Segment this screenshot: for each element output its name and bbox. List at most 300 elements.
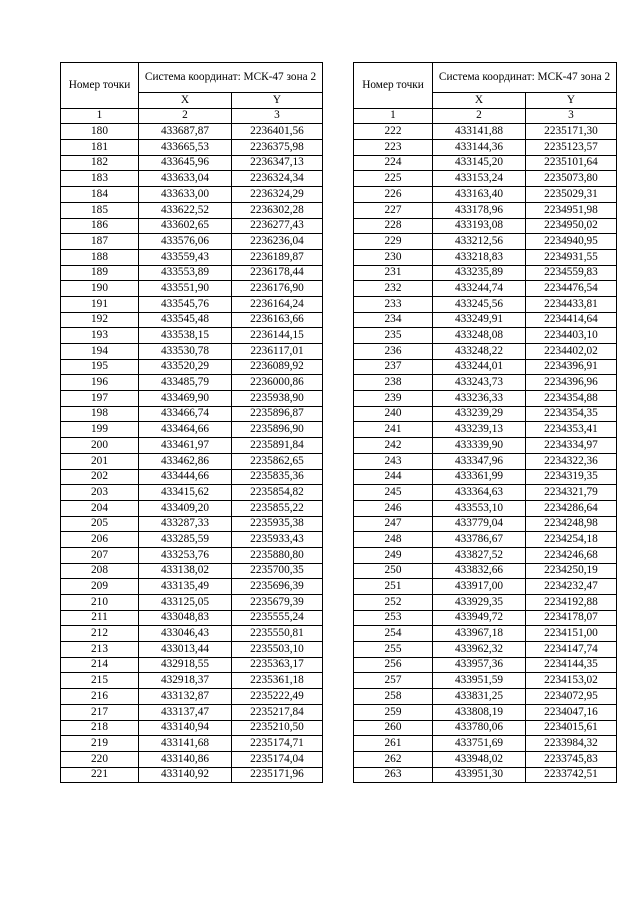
table-row bbox=[61, 281, 323, 297]
point-number-cell: 216 bbox=[61, 689, 139, 705]
point-number-cell: 240 bbox=[354, 406, 433, 422]
y-coordinate-cell: 2235171,30 bbox=[526, 124, 617, 140]
table-row bbox=[354, 579, 617, 595]
y-coordinate-cell: 2236375,98 bbox=[232, 140, 323, 156]
y-coordinate-cell: 2236302,28 bbox=[232, 202, 323, 218]
x-coordinate-cell: 433235,89 bbox=[433, 265, 526, 281]
y-coordinate-cell: 2236401,56 bbox=[232, 124, 323, 140]
y-coordinate-cell: 2236163,66 bbox=[232, 312, 323, 328]
y-coordinate-cell: 2235210,50 bbox=[232, 720, 323, 736]
table-row bbox=[61, 265, 323, 281]
point-number-cell: 218 bbox=[61, 720, 139, 736]
y-coordinate-cell: 2236164,24 bbox=[232, 296, 323, 312]
x-coordinate-cell: 433141,68 bbox=[139, 736, 232, 752]
table-row bbox=[354, 453, 617, 469]
y-coordinate-cell: 2234147,74 bbox=[526, 642, 617, 658]
x-coordinate-cell: 433951,30 bbox=[433, 767, 526, 783]
x-coordinate-cell: 433236,33 bbox=[433, 391, 526, 407]
y-coordinate-cell: 2235029,31 bbox=[526, 187, 617, 203]
point-number-cell: 254 bbox=[354, 626, 433, 642]
x-coordinate-cell: 433602,65 bbox=[139, 218, 232, 234]
table-row bbox=[61, 642, 323, 658]
y-coordinate-cell: 2234144,35 bbox=[526, 657, 617, 673]
x-coordinate-cell: 433244,74 bbox=[433, 281, 526, 297]
y-coordinate-cell: 2235679,39 bbox=[232, 595, 323, 611]
x-coordinate-cell: 433553,10 bbox=[433, 500, 526, 516]
table-row bbox=[61, 140, 323, 156]
x-coordinate-cell: 433153,24 bbox=[433, 171, 526, 187]
table-row bbox=[354, 359, 617, 375]
point-number-cell: 191 bbox=[61, 296, 139, 312]
x-coordinate-cell: 433832,66 bbox=[433, 563, 526, 579]
header-x: X bbox=[139, 93, 232, 109]
column-index-1: 1 bbox=[354, 108, 433, 124]
x-coordinate-cell: 433751,69 bbox=[433, 736, 526, 752]
column-index-1: 1 bbox=[61, 108, 139, 124]
y-coordinate-cell: 2234319,35 bbox=[526, 469, 617, 485]
x-coordinate-cell: 433415,62 bbox=[139, 485, 232, 501]
y-coordinate-cell: 2234396,91 bbox=[526, 359, 617, 375]
table-row bbox=[354, 171, 617, 187]
y-coordinate-cell: 2234322,36 bbox=[526, 453, 617, 469]
table-row bbox=[354, 265, 617, 281]
point-number-cell: 236 bbox=[354, 344, 433, 360]
table-row bbox=[61, 751, 323, 767]
point-number-cell: 259 bbox=[354, 704, 433, 720]
y-coordinate-cell: 2234403,10 bbox=[526, 328, 617, 344]
x-coordinate-cell: 433576,06 bbox=[139, 234, 232, 250]
y-coordinate-cell: 2235835,36 bbox=[232, 469, 323, 485]
point-number-cell: 215 bbox=[61, 673, 139, 689]
point-number-cell: 244 bbox=[354, 469, 433, 485]
x-coordinate-cell: 433178,96 bbox=[433, 202, 526, 218]
x-coordinate-cell: 433645,96 bbox=[139, 155, 232, 171]
y-coordinate-cell: 2235896,90 bbox=[232, 422, 323, 438]
point-number-cell: 223 bbox=[354, 140, 433, 156]
header-coord-system: Система координат: МСК-47 зона 2 bbox=[139, 63, 323, 93]
table-row bbox=[61, 344, 323, 360]
point-number-cell: 228 bbox=[354, 218, 433, 234]
point-number-cell: 260 bbox=[354, 720, 433, 736]
table-row bbox=[61, 704, 323, 720]
x-coordinate-cell: 433687,87 bbox=[139, 124, 232, 140]
y-coordinate-cell: 2235550,81 bbox=[232, 626, 323, 642]
table-row bbox=[354, 218, 617, 234]
point-number-cell: 258 bbox=[354, 689, 433, 705]
point-number-cell: 233 bbox=[354, 296, 433, 312]
table-row bbox=[61, 438, 323, 454]
x-coordinate-cell: 433466,74 bbox=[139, 406, 232, 422]
x-coordinate-cell: 433545,76 bbox=[139, 296, 232, 312]
point-number-cell: 199 bbox=[61, 422, 139, 438]
table-row bbox=[354, 202, 617, 218]
table-row bbox=[61, 328, 323, 344]
point-number-cell: 247 bbox=[354, 516, 433, 532]
y-coordinate-cell: 2234354,35 bbox=[526, 406, 617, 422]
point-number-cell: 256 bbox=[354, 657, 433, 673]
y-coordinate-cell: 2235862,65 bbox=[232, 453, 323, 469]
x-coordinate-cell: 433665,53 bbox=[139, 140, 232, 156]
x-coordinate-cell: 433249,91 bbox=[433, 312, 526, 328]
point-number-cell: 242 bbox=[354, 438, 433, 454]
x-coordinate-cell: 433239,13 bbox=[433, 422, 526, 438]
y-coordinate-cell: 2234414,64 bbox=[526, 312, 617, 328]
x-coordinate-cell: 433253,76 bbox=[139, 547, 232, 563]
table-row bbox=[61, 500, 323, 516]
table-row bbox=[61, 469, 323, 485]
x-coordinate-cell: 433212,56 bbox=[433, 234, 526, 250]
y-coordinate-cell: 2234286,64 bbox=[526, 500, 617, 516]
table-row bbox=[61, 516, 323, 532]
table-row bbox=[61, 312, 323, 328]
point-number-cell: 246 bbox=[354, 500, 433, 516]
point-number-cell: 237 bbox=[354, 359, 433, 375]
x-coordinate-cell: 433827,52 bbox=[433, 547, 526, 563]
table-row bbox=[61, 453, 323, 469]
header-y: Y bbox=[526, 93, 617, 109]
point-number-cell: 249 bbox=[354, 547, 433, 563]
table-row bbox=[61, 595, 323, 611]
point-number-cell: 204 bbox=[61, 500, 139, 516]
point-number-cell: 253 bbox=[354, 610, 433, 626]
x-coordinate-cell: 433285,59 bbox=[139, 532, 232, 548]
y-coordinate-cell: 2236236,04 bbox=[232, 234, 323, 250]
y-coordinate-cell: 2235696,39 bbox=[232, 579, 323, 595]
point-number-cell: 219 bbox=[61, 736, 139, 752]
y-coordinate-cell: 2235938,90 bbox=[232, 391, 323, 407]
point-number-cell: 262 bbox=[354, 751, 433, 767]
x-coordinate-cell: 433520,29 bbox=[139, 359, 232, 375]
table-row bbox=[61, 736, 323, 752]
point-number-cell: 193 bbox=[61, 328, 139, 344]
x-coordinate-cell: 433347,96 bbox=[433, 453, 526, 469]
point-number-cell: 214 bbox=[61, 657, 139, 673]
table-row bbox=[61, 234, 323, 250]
table-row bbox=[354, 626, 617, 642]
table-row bbox=[354, 751, 617, 767]
x-coordinate-cell: 433218,83 bbox=[433, 249, 526, 265]
x-coordinate-cell: 433140,92 bbox=[139, 767, 232, 783]
y-coordinate-cell: 2236144,15 bbox=[232, 328, 323, 344]
y-coordinate-cell: 2236089,92 bbox=[232, 359, 323, 375]
point-number-cell: 241 bbox=[354, 422, 433, 438]
y-coordinate-cell: 2234334,97 bbox=[526, 438, 617, 454]
table-row bbox=[354, 391, 617, 407]
coordinates-table-right bbox=[353, 62, 617, 783]
x-coordinate-cell: 433545,48 bbox=[139, 312, 232, 328]
y-coordinate-cell: 2235854,82 bbox=[232, 485, 323, 501]
table-row bbox=[354, 422, 617, 438]
x-coordinate-cell: 433786,67 bbox=[433, 532, 526, 548]
y-coordinate-cell: 2235217,84 bbox=[232, 704, 323, 720]
y-coordinate-cell: 2236324,29 bbox=[232, 187, 323, 203]
x-coordinate-cell: 433364,63 bbox=[433, 485, 526, 501]
point-number-cell: 232 bbox=[354, 281, 433, 297]
y-coordinate-cell: 2235933,43 bbox=[232, 532, 323, 548]
table-row bbox=[61, 657, 323, 673]
x-coordinate-cell: 433780,06 bbox=[433, 720, 526, 736]
x-coordinate-cell: 433444,66 bbox=[139, 469, 232, 485]
y-coordinate-cell: 2235363,17 bbox=[232, 657, 323, 673]
point-number-cell: 225 bbox=[354, 171, 433, 187]
table-row bbox=[354, 438, 617, 454]
point-number-cell: 203 bbox=[61, 485, 139, 501]
table-row bbox=[354, 312, 617, 328]
table-row bbox=[61, 579, 323, 595]
x-coordinate-cell: 432918,37 bbox=[139, 673, 232, 689]
point-number-cell: 182 bbox=[61, 155, 139, 171]
point-number-cell: 210 bbox=[61, 595, 139, 611]
x-coordinate-cell: 433339,90 bbox=[433, 438, 526, 454]
point-number-cell: 263 bbox=[354, 767, 433, 783]
table-row bbox=[354, 547, 617, 563]
x-coordinate-cell: 433248,08 bbox=[433, 328, 526, 344]
point-number-cell: 201 bbox=[61, 453, 139, 469]
x-coordinate-cell: 433622,52 bbox=[139, 202, 232, 218]
table-row bbox=[354, 155, 617, 171]
x-coordinate-cell: 433633,00 bbox=[139, 187, 232, 203]
table-row bbox=[354, 124, 617, 140]
point-number-cell: 212 bbox=[61, 626, 139, 642]
y-coordinate-cell: 2235700,35 bbox=[232, 563, 323, 579]
column-index-2: 2 bbox=[433, 108, 526, 124]
y-coordinate-cell: 2233984,32 bbox=[526, 736, 617, 752]
x-coordinate-cell: 433141,88 bbox=[433, 124, 526, 140]
table-row bbox=[354, 736, 617, 752]
point-number-cell: 186 bbox=[61, 218, 139, 234]
point-number-cell: 221 bbox=[61, 767, 139, 783]
x-coordinate-cell: 433485,79 bbox=[139, 375, 232, 391]
y-coordinate-cell: 2236277,43 bbox=[232, 218, 323, 234]
y-coordinate-cell: 2233742,51 bbox=[526, 767, 617, 783]
header-point-number: Номер точки bbox=[354, 63, 433, 109]
table-row bbox=[61, 155, 323, 171]
y-coordinate-cell: 2234559,83 bbox=[526, 265, 617, 281]
y-coordinate-cell: 2234015,61 bbox=[526, 720, 617, 736]
point-number-cell: 226 bbox=[354, 187, 433, 203]
y-coordinate-cell: 2235101,64 bbox=[526, 155, 617, 171]
table-row bbox=[61, 391, 323, 407]
y-coordinate-cell: 2236189,87 bbox=[232, 249, 323, 265]
table-row bbox=[354, 187, 617, 203]
x-coordinate-cell: 433287,33 bbox=[139, 516, 232, 532]
y-coordinate-cell: 2233745,83 bbox=[526, 751, 617, 767]
y-coordinate-cell: 2235222,49 bbox=[232, 689, 323, 705]
coordinates-table-left bbox=[60, 62, 323, 783]
x-coordinate-cell: 433144,36 bbox=[433, 140, 526, 156]
x-coordinate-cell: 433967,18 bbox=[433, 626, 526, 642]
x-coordinate-cell: 433461,97 bbox=[139, 438, 232, 454]
point-number-cell: 187 bbox=[61, 234, 139, 250]
point-number-cell: 235 bbox=[354, 328, 433, 344]
x-coordinate-cell: 433779,04 bbox=[433, 516, 526, 532]
table-row bbox=[61, 296, 323, 312]
x-coordinate-cell: 433140,94 bbox=[139, 720, 232, 736]
x-coordinate-cell: 433013,44 bbox=[139, 642, 232, 658]
table-row bbox=[61, 187, 323, 203]
x-coordinate-cell: 433137,47 bbox=[139, 704, 232, 720]
y-coordinate-cell: 2234254,18 bbox=[526, 532, 617, 548]
y-coordinate-cell: 2234151,00 bbox=[526, 626, 617, 642]
table-row bbox=[354, 642, 617, 658]
x-coordinate-cell: 433132,87 bbox=[139, 689, 232, 705]
x-coordinate-cell: 433163,40 bbox=[433, 187, 526, 203]
table-row bbox=[354, 657, 617, 673]
y-coordinate-cell: 2235503,10 bbox=[232, 642, 323, 658]
table-row bbox=[354, 673, 617, 689]
point-number-cell: 243 bbox=[354, 453, 433, 469]
table-row bbox=[354, 689, 617, 705]
x-coordinate-cell: 433957,36 bbox=[433, 657, 526, 673]
y-coordinate-cell: 2234321,79 bbox=[526, 485, 617, 501]
table-row bbox=[354, 375, 617, 391]
point-number-cell: 205 bbox=[61, 516, 139, 532]
x-coordinate-cell: 433138,02 bbox=[139, 563, 232, 579]
point-number-cell: 222 bbox=[354, 124, 433, 140]
y-coordinate-cell: 2235891,84 bbox=[232, 438, 323, 454]
column-index-3: 3 bbox=[232, 108, 323, 124]
point-number-cell: 217 bbox=[61, 704, 139, 720]
x-coordinate-cell: 433949,72 bbox=[433, 610, 526, 626]
point-number-cell: 180 bbox=[61, 124, 139, 140]
table-row bbox=[61, 249, 323, 265]
x-coordinate-cell: 433239,29 bbox=[433, 406, 526, 422]
y-coordinate-cell: 2235361,18 bbox=[232, 673, 323, 689]
table-row bbox=[354, 500, 617, 516]
y-coordinate-cell: 2236347,13 bbox=[232, 155, 323, 171]
table-row bbox=[354, 720, 617, 736]
x-coordinate-cell: 433962,32 bbox=[433, 642, 526, 658]
table-row bbox=[61, 673, 323, 689]
y-coordinate-cell: 2235171,96 bbox=[232, 767, 323, 783]
y-coordinate-cell: 2234192,88 bbox=[526, 595, 617, 611]
y-coordinate-cell: 2235880,80 bbox=[232, 547, 323, 563]
point-number-cell: 208 bbox=[61, 563, 139, 579]
x-coordinate-cell: 433462,86 bbox=[139, 453, 232, 469]
y-coordinate-cell: 2235935,38 bbox=[232, 516, 323, 532]
point-number-cell: 206 bbox=[61, 532, 139, 548]
table-row bbox=[354, 296, 617, 312]
table-row bbox=[61, 563, 323, 579]
y-coordinate-cell: 2235555,24 bbox=[232, 610, 323, 626]
y-coordinate-cell: 2234931,55 bbox=[526, 249, 617, 265]
table-row bbox=[61, 406, 323, 422]
table-row bbox=[354, 140, 617, 156]
y-coordinate-cell: 2236117,01 bbox=[232, 344, 323, 360]
table-row bbox=[354, 767, 617, 783]
table-row bbox=[354, 249, 617, 265]
y-coordinate-cell: 2236176,90 bbox=[232, 281, 323, 297]
y-coordinate-cell: 2234951,98 bbox=[526, 202, 617, 218]
point-number-cell: 194 bbox=[61, 344, 139, 360]
y-coordinate-cell: 2236324,34 bbox=[232, 171, 323, 187]
point-number-cell: 213 bbox=[61, 642, 139, 658]
point-number-cell: 234 bbox=[354, 312, 433, 328]
y-coordinate-cell: 2235174,71 bbox=[232, 736, 323, 752]
y-coordinate-cell: 2234354,88 bbox=[526, 391, 617, 407]
y-coordinate-cell: 2234246,68 bbox=[526, 547, 617, 563]
x-coordinate-cell: 433140,86 bbox=[139, 751, 232, 767]
point-number-cell: 190 bbox=[61, 281, 139, 297]
y-coordinate-cell: 2235073,80 bbox=[526, 171, 617, 187]
x-coordinate-cell: 433409,20 bbox=[139, 500, 232, 516]
table-row bbox=[61, 422, 323, 438]
y-coordinate-cell: 2234250,19 bbox=[526, 563, 617, 579]
y-coordinate-cell: 2234353,41 bbox=[526, 422, 617, 438]
point-number-cell: 188 bbox=[61, 249, 139, 265]
header-point-number: Номер точки bbox=[61, 63, 139, 109]
table-row bbox=[354, 406, 617, 422]
table-row bbox=[354, 595, 617, 611]
point-number-cell: 197 bbox=[61, 391, 139, 407]
point-number-cell: 252 bbox=[354, 595, 433, 611]
point-number-cell: 248 bbox=[354, 532, 433, 548]
y-coordinate-cell: 2235855,22 bbox=[232, 500, 323, 516]
point-number-cell: 245 bbox=[354, 485, 433, 501]
x-coordinate-cell: 433538,15 bbox=[139, 328, 232, 344]
x-coordinate-cell: 433193,08 bbox=[433, 218, 526, 234]
table-row bbox=[61, 218, 323, 234]
table-row bbox=[61, 547, 323, 563]
point-number-cell: 209 bbox=[61, 579, 139, 595]
table-row bbox=[354, 281, 617, 297]
x-coordinate-cell: 433125,05 bbox=[139, 595, 232, 611]
x-coordinate-cell: 433361,99 bbox=[433, 469, 526, 485]
table-row bbox=[354, 469, 617, 485]
column-index-3: 3 bbox=[526, 108, 617, 124]
table-row bbox=[354, 328, 617, 344]
column-index-2: 2 bbox=[139, 108, 232, 124]
x-coordinate-cell: 433243,73 bbox=[433, 375, 526, 391]
x-coordinate-cell: 433948,02 bbox=[433, 751, 526, 767]
table-row bbox=[61, 124, 323, 140]
y-coordinate-cell: 2234940,95 bbox=[526, 234, 617, 250]
point-number-cell: 183 bbox=[61, 171, 139, 187]
y-coordinate-cell: 2235123,57 bbox=[526, 140, 617, 156]
point-number-cell: 207 bbox=[61, 547, 139, 563]
point-number-cell: 195 bbox=[61, 359, 139, 375]
y-coordinate-cell: 2234248,98 bbox=[526, 516, 617, 532]
point-number-cell: 257 bbox=[354, 673, 433, 689]
x-coordinate-cell: 433046,43 bbox=[139, 626, 232, 642]
point-number-cell: 189 bbox=[61, 265, 139, 281]
header-x: X bbox=[433, 93, 526, 109]
point-number-cell: 196 bbox=[61, 375, 139, 391]
table-row bbox=[61, 720, 323, 736]
x-coordinate-cell: 433553,89 bbox=[139, 265, 232, 281]
x-coordinate-cell: 433551,90 bbox=[139, 281, 232, 297]
table-row bbox=[354, 532, 617, 548]
x-coordinate-cell: 433633,04 bbox=[139, 171, 232, 187]
x-coordinate-cell: 433464,66 bbox=[139, 422, 232, 438]
x-coordinate-cell: 433559,43 bbox=[139, 249, 232, 265]
point-number-cell: 255 bbox=[354, 642, 433, 658]
point-number-cell: 250 bbox=[354, 563, 433, 579]
y-coordinate-cell: 2234153,02 bbox=[526, 673, 617, 689]
y-coordinate-cell: 2234476,54 bbox=[526, 281, 617, 297]
x-coordinate-cell: 432918,55 bbox=[139, 657, 232, 673]
x-coordinate-cell: 433831,25 bbox=[433, 689, 526, 705]
table-row bbox=[61, 359, 323, 375]
y-coordinate-cell: 2234232,47 bbox=[526, 579, 617, 595]
point-number-cell: 185 bbox=[61, 202, 139, 218]
x-coordinate-cell: 433248,22 bbox=[433, 344, 526, 360]
point-number-cell: 251 bbox=[354, 579, 433, 595]
point-number-cell: 211 bbox=[61, 610, 139, 626]
x-coordinate-cell: 433244,01 bbox=[433, 359, 526, 375]
y-coordinate-cell: 2236178,44 bbox=[232, 265, 323, 281]
point-number-cell: 192 bbox=[61, 312, 139, 328]
